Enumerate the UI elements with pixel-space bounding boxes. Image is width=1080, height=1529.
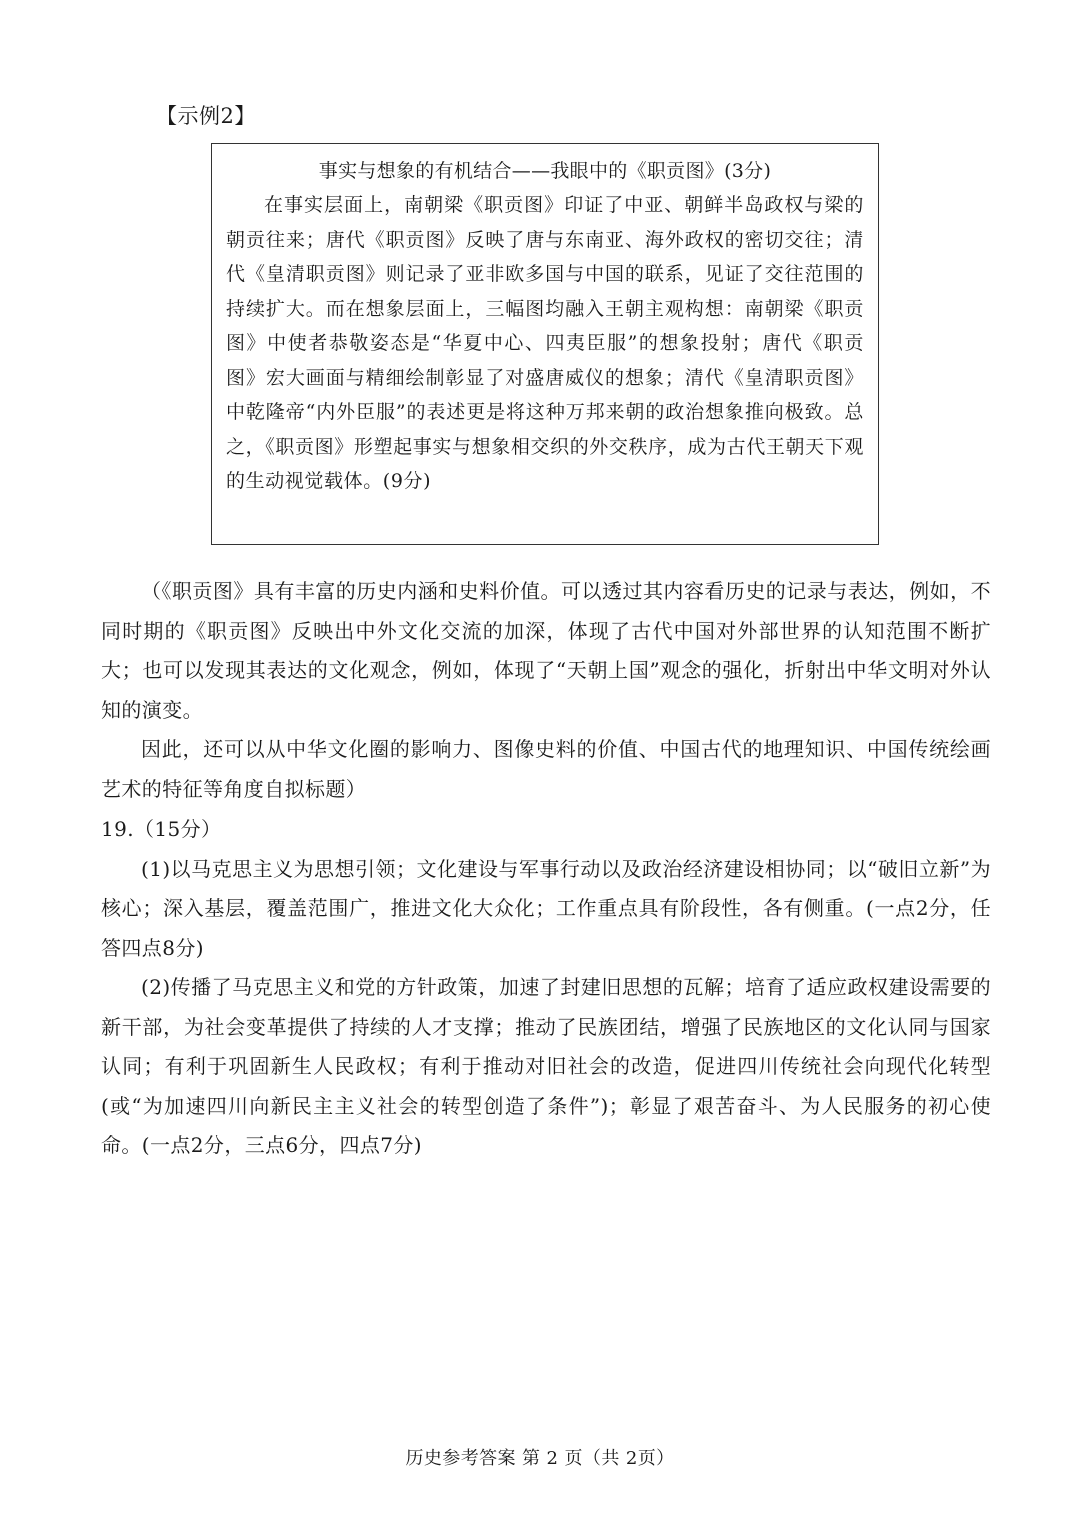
- essay-title: 事实与想象的有机结合——我眼中的《职贡图》(3分): [318, 160, 772, 182]
- note-paragraph-2: 因此，还可以从中华文化圈的影响力、图像史料的价值、中国古代的地理知识、中国传统绘画艺术的特征等角度自拟标题）: [101, 737, 991, 801]
- question-19-part-1: (1)以马克思主义为思想引领；文化建设与军事行动以及政治经济建设相协同；以“破旧立新”为核心；深入基层，覆盖范围广，推进文化大众化；工作重点具有阶段性，各有侧重。(一点2分，任答四点8分): [101, 856, 991, 960]
- question-19-section: [101, 810, 991, 1166]
- question-19-part-2: (2)传播了马克思主义和党的方针政策，加速了封建旧思想的瓦解；培育了适应政权建设需要的新干部，为社会变革提供了持续的人才支撑；推动了民族团结，增强了民族地区的文化认同与国家认同；有利于巩固新生人民政权；有利于推动对旧社会的改造，促进四川传统社会向现代化转型(或“为加速四川向新民主主义社会的转型创造了条件”)；彰显了艰苦奋斗、为人民服务的初心使命。(一点2分，三点6分，四点7分): [101, 975, 991, 1157]
- explanatory-note: [101, 572, 991, 809]
- note-paragraph-1: （《职贡图》具有丰富的历史内涵和史料价值。可以透过其内容看历史的记录与表达，例如，不同时期的《职贡图》反映出中外文化交流的加深，体现了古代中国对外部世界的认知范围不断扩大；也可以发现其表达的文化观念，例如，体现了“天朝上国”观念的强化，折射出中华文明对外认知的演变。: [101, 579, 991, 722]
- essay-paragraph: 在事实层面上，南朝梁《职贡图》印证了中亚、朝鲜半岛政权与梁的朝贡往来；唐代《职贡图》反映了唐与东南亚、海外政权的密切交往；清代《皇清职贡图》则记录了亚非欧多国与中国的联系，见证了交往范围的持续扩大。而在想象层面上，三幅图均融入王朝主观构想：南朝梁《职贡图》中使者恭敬姿态是“华夏中心、四夷臣服”的想象投射；唐代《职贡图》宏大画面与精细绘制彰显了对盛唐威仪的想象；清代《皇清职贡图》中乾隆帝“内外臣服”的表述更是将这种万邦来朝的政治想象推向极致。总之，《职贡图》形塑起事实与想象相交织的外交秩序，成为古代王朝天下观的生动视觉载体。(9分): [226, 194, 864, 492]
- example-essay-box: [211, 143, 879, 545]
- question-19-number: 19.（15分）: [101, 817, 222, 841]
- page-footer: 历史参考答案 第 2 页（共 2页）: [405, 1448, 675, 1469]
- example-label: 【示例2】: [156, 104, 256, 128]
